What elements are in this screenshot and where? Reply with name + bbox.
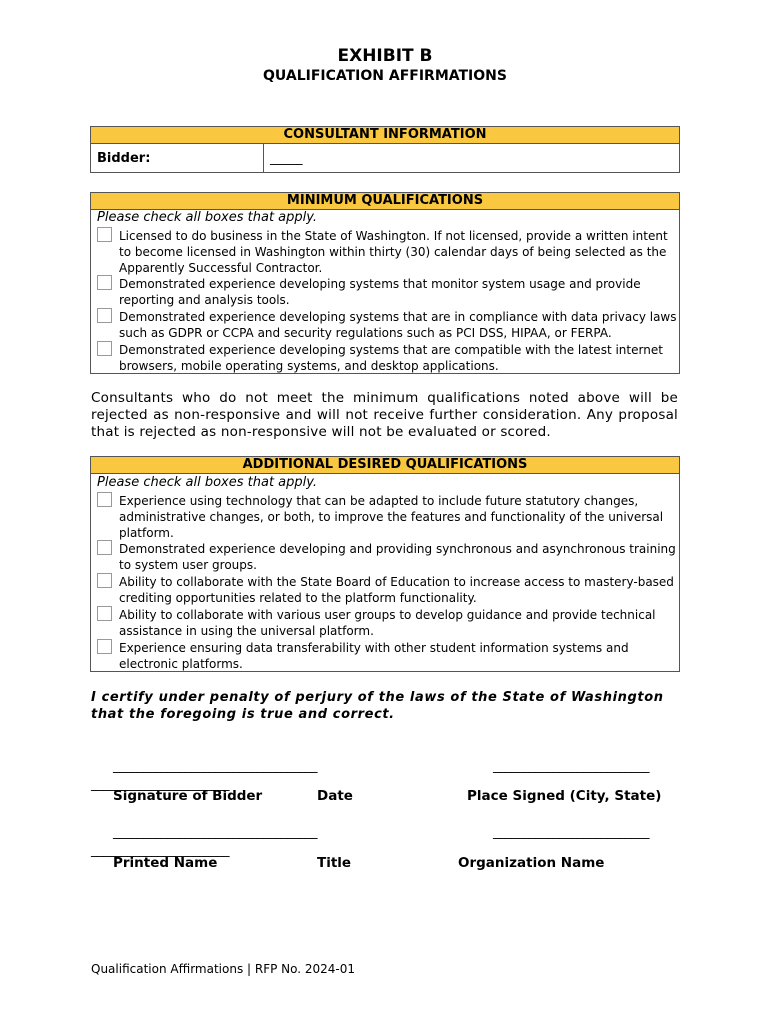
additional-item-4: Ability to collaborate with various user groups to develop guidance and provide technical assistance in using the universal platform. — [119, 608, 656, 638]
additional-checkbox-4[interactable] — [97, 606, 112, 621]
consultant-info-table — [90, 126, 680, 173]
bidder-label: Bidder: — [91, 144, 264, 173]
printed-name-title-line[interactable]: __________________________________ — [113, 825, 317, 840]
additional-qualifications-header — [90, 456, 680, 474]
signature-of-bidder-label: Signature of Bidder — [113, 788, 263, 804]
additional-item-3: Ability to collaborate with the State Board of Education to increase access to mastery-based crediting opportunities related to the platform functionality. — [119, 575, 674, 605]
minimum-item-4: Demonstrated experience developing systems that are compatible with the latest internet browsers, mobile operating systems, and desktop applications. — [119, 343, 663, 373]
minimum-checkbox-3[interactable] — [97, 308, 112, 323]
additional-item-5: Experience ensuring data transferability with other student information systems and electronic platforms. — [119, 641, 629, 671]
minimum-qualifications-header — [90, 192, 680, 210]
additional-qualifications-heading: ADDITIONAL DESIRED QUALIFICATIONS — [91, 457, 680, 474]
additional-checkbox-3[interactable] — [97, 573, 112, 588]
minimum-checkbox-4[interactable] — [97, 341, 112, 356]
perjury-certification: I certify under penalty of perjury of the laws of the State of Washington that the foregoing is true and correct. — [91, 690, 664, 722]
minimum-qualifications-heading: MINIMUM QUALIFICATIONS — [91, 193, 680, 210]
signature-date-line[interactable]: __________________________________ — [113, 759, 317, 774]
additional-instruction: Please check all boxes that apply. — [97, 475, 318, 490]
exhibit-title: EXHIBIT B — [337, 46, 433, 66]
organization-name-line[interactable]: __________________________ — [493, 825, 649, 840]
additional-item-2: Demonstrated experience developing and providing synchronous and asynchronous training to system user groups. — [119, 542, 676, 572]
additional-checkbox-1[interactable] — [97, 492, 112, 507]
additional-item-1: Experience using technology that can be adapted to include future statutory changes, administrative changes, or both, to improve the features and functionality of the universal platform. — [119, 494, 664, 540]
minimum-instruction: Please check all boxes that apply. — [97, 210, 318, 225]
minimum-item-3: Demonstrated experience developing systems that are in compliance with data privacy laws such as GDPR or CCPA and security regulations such as PCI DSS, HIPAA, or FERPA. — [119, 310, 677, 340]
organization-name-label: Organization Name — [458, 855, 605, 871]
non-responsive-notice: Consultants who do not meet the minimum qualifications noted above will be rejected as non-responsive and will not receive further consideration. Any proposal that is rejected as non-responsive will not be evaluated or scored. — [91, 390, 678, 440]
minimum-item-1: Licensed to do business in the State of Washington. If not licensed, provide a written intent to become licensed in Washington within thirty (30) calendar days of being selected as the Apparently Successful Contractor. — [119, 229, 668, 275]
signature-date-line-cont: _______________________ — [91, 777, 229, 792]
consultant-info-heading: CONSULTANT INFORMATION — [91, 127, 680, 144]
minimum-item-2: Demonstrated experience developing systems that monitor system usage and provide reporting and analysis tools. — [119, 277, 641, 307]
additional-checkbox-2[interactable] — [97, 540, 112, 555]
place-signed-line[interactable]: __________________________ — [493, 759, 649, 774]
minimum-checkbox-2[interactable] — [97, 275, 112, 290]
date-label: Date — [317, 788, 353, 804]
minimum-checkbox-1[interactable] — [97, 227, 112, 242]
bidder-field[interactable]: _____ — [264, 144, 680, 173]
place-signed-label: Place Signed (City, State) — [467, 788, 662, 804]
additional-checkbox-5[interactable] — [97, 639, 112, 654]
title-label: Title — [317, 855, 352, 871]
printed-name-title-line-cont: _______________________ — [91, 843, 229, 858]
page-footer: Qualification Affirmations | RFP No. 2024-01 — [91, 962, 356, 976]
printed-name-label: Printed Name — [113, 855, 218, 871]
exhibit-subtitle: QUALIFICATION AFFIRMATIONS — [263, 68, 507, 84]
